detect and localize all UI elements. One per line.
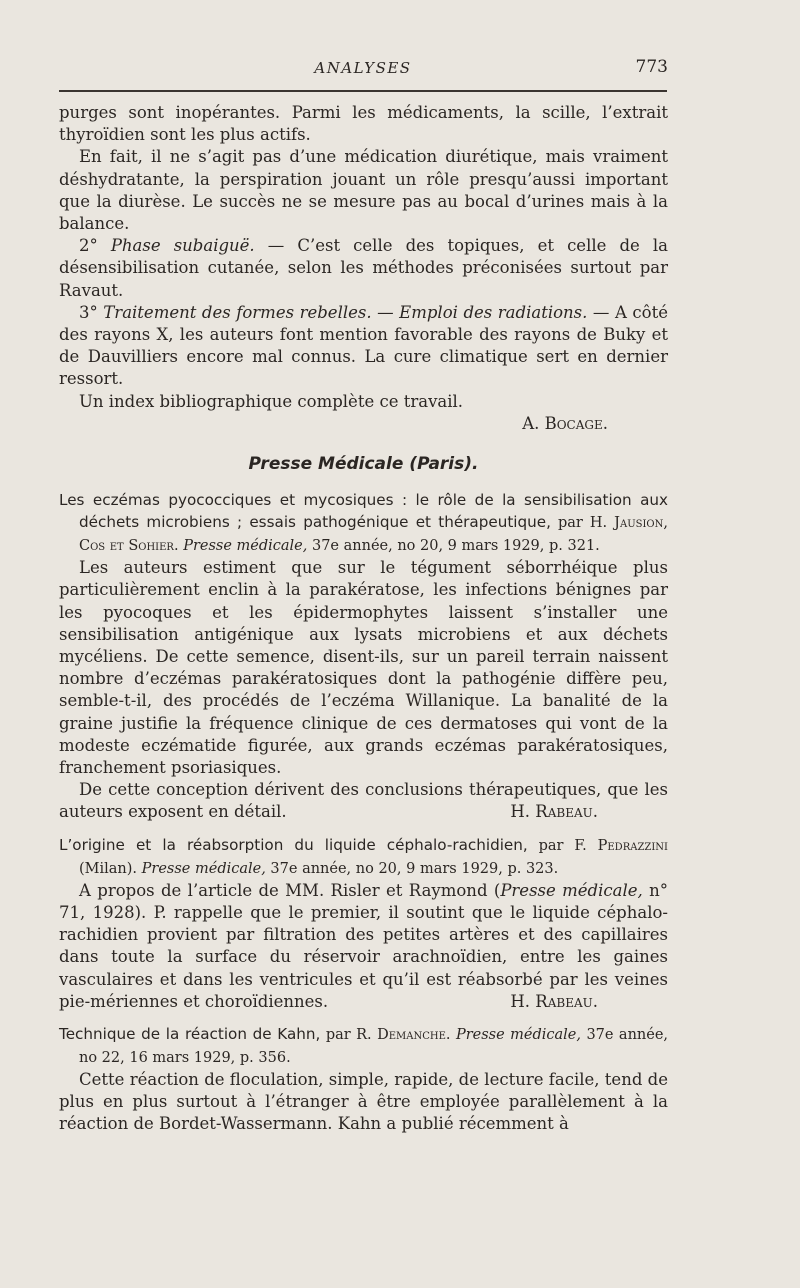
body-text (59, 102, 668, 1136)
journal-name: Presse médicale, (450, 1026, 581, 1043)
article-reference: 37e année, no 20, 9 mars 1929, p. 323. (265, 860, 559, 877)
paragraph: Les auteurs estiment que sur le tégument séborrhéique plus particulièrement enclin à la parakératose, les infections bénignes par les pyocoques et les épidermophytes laissent s’installer une sensibilisation antigénique aux lysats microbiens et aux déchets mycéliens. De cette semence, disent-ils, sur un pareil terrain naissent nombre d’eczémas parakératosiques dont la pathogénie diffère peu, semble-t-il, des procédés de l’eczéma Willanique. La banalité de la graine justifie la fréquence clinique de ces dermatoses qui vont de la modeste eczématide figurée, aux grands eczémas parakératosiques, franchement psoriasiques. (59, 558, 668, 778)
page-number: 773 (635, 57, 668, 77)
signature: A. Bocage. (522, 413, 608, 433)
page-header (58, 55, 668, 85)
article-reference: 37e année, no 20, 9 mars 1929, p. 321. (307, 538, 600, 555)
paragraph (59, 235, 668, 302)
article-heading: Les eczémas pyococciques et mycosiques : le rôle de la sensibilisation aux déchets microbiens ; essais pathogénique et thérapeutique, par H. Jausion, Cos et Sohier. Presse médicale, 37e année, no 20, 9 mars 1929, p. 321. (59, 491, 668, 555)
paragraph: De cette conception dérivent des conclusions thérapeutiques, que les auteurs exposent en détail. H. Rabeau. (59, 779, 668, 823)
subsection-title: Traitement des formes rebelles. — Emploi des radiations. (103, 302, 588, 322)
paragraph: Un index bibliographique complète ce travail. (79, 391, 464, 411)
section-title: Presse Médicale (Paris). (248, 454, 479, 475)
paragraph-text: — C’est celle des topiques, et celle de la désensibilisation cutanée, selon les méthodes préconisées surtout par Ravaut. (59, 236, 668, 300)
paragraph (59, 302, 668, 391)
subsection-title: Phase subaiguë. (110, 236, 255, 256)
paragraph: A propos de l’article de MM. Risler et Raymond (Presse médicale, n° 71, 1928). P. rappelle que le premier, il soutint que le liquide céphalo-rachidien provient par filtration des petites artères et des capillaires dans toute la surface du réservoir arachnoïdien, entre les gaines vasculaires et dans les ventricules et qu’il est réabsorbé par les veines pie-mériennes et choroïdiennes. H. Rabeau. (59, 880, 668, 1013)
article-heading: L’origine et la réabsorption du liquide céphalo-rachidien, par F. Pedrazzini (Milan). Presse médicale, 37e année, no 20, 9 mars 1929, p. 323. (59, 835, 668, 877)
article-heading: Technique de la réaction de Kahn, par R. Demanche. Presse médicale, 37e année, no 22, 16 mars 1929, p. 356. (59, 1024, 669, 1066)
item-number: 3° (79, 302, 104, 322)
header-rule (59, 90, 667, 92)
article-authors: Demanche. (377, 1026, 451, 1043)
article-reference: 37e année, no 22, 16 mars 1929, p. 356. (79, 1026, 669, 1066)
journal-name: Presse médicale, (141, 860, 266, 877)
paragraph: purges sont inopérantes. Parmi les médicaments, la scille, l’extrait thyroïdien sont les plus actifs. (59, 103, 668, 145)
journal-name: Presse médicale, (183, 538, 308, 555)
item-number: 2° (79, 236, 111, 256)
signature: H. Rabeau. (510, 802, 598, 822)
article-title: Les eczémas pyococciques et mycosiques : le rôle de la sensibilisation aux déchets microbiens ; essais pathogénique et thérapeutique, (59, 491, 668, 532)
paragraph-text: — A côté des rayons X, les auteurs font mention favorable des rayons de Buky et de Dauvilliers encore mal connus. La cure climatique sert en dernier ressort. (59, 302, 668, 389)
paragraph: Cette réaction de floculation, simple, rapide, de lecture facile, tend de plus en plus surtout à l’étranger à être employée parallèlement à la réaction de Bordet-Wassermann. Kahn a publié récemment à (59, 1069, 668, 1134)
article-title: Technique de la réaction de Kahn, (59, 1024, 321, 1043)
article-authors: Pedrazzini (597, 837, 668, 854)
signature: H. Rabeau. (510, 991, 598, 1011)
paragraph: En fait, il ne s’agit pas d’une médication diurétique, mais vraiment déshydratante, la perspiration jouant un rôle presqu’aussi important que la diurèse. Le succès ne se mesure pas au bocal d’urines mais à la balance. (59, 147, 668, 234)
article-authors: Jausion, Cos et Sohier. (79, 515, 668, 555)
running-title: ANALYSES (314, 59, 412, 77)
article-title: L’origine et la réabsorption du liquide céphalo-rachidien, (59, 835, 528, 854)
